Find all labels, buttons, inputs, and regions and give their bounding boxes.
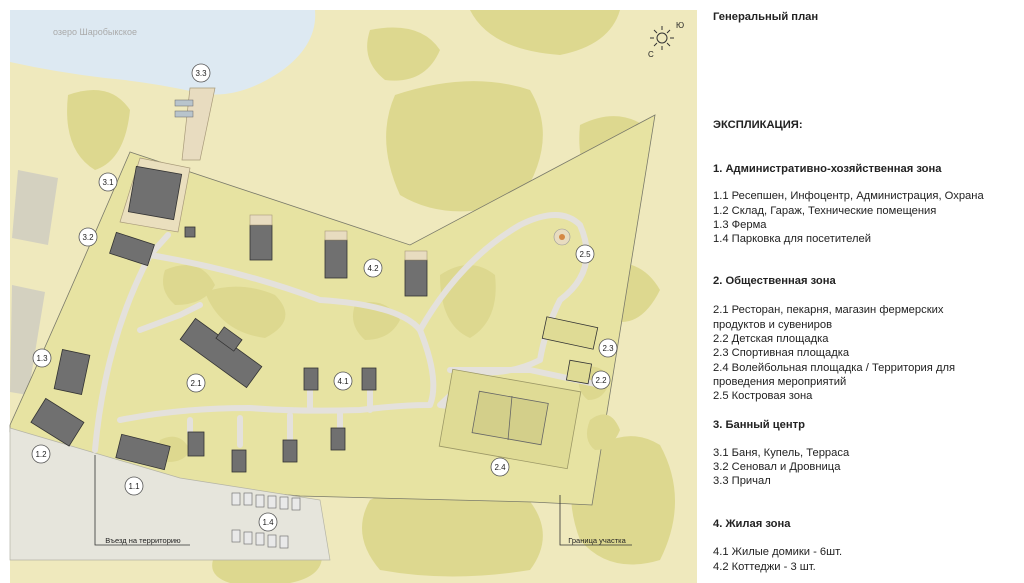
legend-item-1-4: 1.4 Парковка для посетителей xyxy=(713,233,871,245)
legend-item-3-3: 3.3 Причал xyxy=(713,475,771,487)
svg-text:2.4: 2.4 xyxy=(494,463,506,472)
legend-item-1-3: 1.3 Ферма xyxy=(713,219,767,231)
svg-text:1.3: 1.3 xyxy=(36,354,48,363)
legend-panel xyxy=(713,0,1018,583)
svg-text:3.3: 3.3 xyxy=(195,69,207,78)
legend-item-1-1: 1.1 Ресепшен, Инфоцентр, Администрация, Охрана xyxy=(713,190,984,202)
legend-item-2-3: 2.3 Спортивная площадка xyxy=(713,347,850,359)
compass-north: Ю xyxy=(676,21,685,30)
legend-item-2-5: 2.5 Костровая зона xyxy=(713,390,813,402)
section-heading-4: 4. Жилая зона xyxy=(713,518,791,530)
map-marker-3-2 xyxy=(79,228,97,246)
map-marker-3-1 xyxy=(99,173,117,191)
svg-text:4.2: 4.2 xyxy=(367,264,379,273)
entrance-label: Въезд на территорию xyxy=(105,536,181,545)
map-marker-2-5 xyxy=(576,245,594,263)
boundary-label: Граница участка xyxy=(568,536,626,545)
map-marker-1-2 xyxy=(32,445,50,463)
map-marker-2-1 xyxy=(187,374,205,392)
legend-item-2-1-cont: продуктов и сувениров xyxy=(713,319,833,331)
svg-text:4.1: 4.1 xyxy=(337,377,349,386)
legend-item-2-4: 2.4 Волейбольная площадка / Территория для xyxy=(713,362,956,374)
legend-item-1-2: 1.2 Склад, Гараж, Технические помещения xyxy=(713,205,937,217)
legend-item-3-1: 3.1 Баня, Купель, Терраса xyxy=(713,447,850,459)
compass-south: С xyxy=(648,50,654,59)
svg-text:2.2: 2.2 xyxy=(595,376,607,385)
lake-label: озеро Шаробыкское xyxy=(53,27,137,37)
map-marker-4-2 xyxy=(364,259,382,277)
section-heading-1: 1. Административно-хозяйственная зона xyxy=(713,163,942,175)
svg-text:2.5: 2.5 xyxy=(579,250,591,259)
map-marker-2-4 xyxy=(491,458,509,476)
legend-item-2-1: 2.1 Ресторан, пекарня, магазин фермерских xyxy=(713,304,944,316)
explication-heading: ЭКСПЛИКАЦИЯ: xyxy=(713,119,803,131)
svg-text:1.4: 1.4 xyxy=(262,518,274,527)
map-marker-1-4 xyxy=(259,513,277,531)
legend-item-2-4-cont: проведения мероприятий xyxy=(713,376,847,388)
legend-item-3-2: 3.2 Сеновал и Дровница xyxy=(713,461,841,473)
svg-text:2.3: 2.3 xyxy=(602,344,614,353)
legend-item-4-2: 4.2 Коттеджи - 3 шт. xyxy=(713,561,816,573)
legend-item-4-1: 4.1 Жилые домики - 6шт. xyxy=(713,546,843,558)
svg-text:1.1: 1.1 xyxy=(128,482,140,491)
map-marker-1-1 xyxy=(125,477,143,495)
map-marker-1-3 xyxy=(33,349,51,367)
svg-text:2.1: 2.1 xyxy=(190,379,202,388)
legend-item-2-2: 2.2 Детская площадка xyxy=(713,333,829,345)
section-heading-3: 3. Банный центр xyxy=(713,419,805,431)
map-marker-2-3 xyxy=(599,339,617,357)
svg-text:3.1: 3.1 xyxy=(102,178,114,187)
map-marker-3-3 xyxy=(192,64,210,82)
legend-title: Генеральный план xyxy=(713,11,819,23)
svg-text:3.2: 3.2 xyxy=(82,233,94,242)
section-heading-2: 2. Общественная зона xyxy=(713,275,836,287)
svg-text:1.2: 1.2 xyxy=(35,450,47,459)
map-marker-4-1 xyxy=(334,372,352,390)
map-marker-2-2 xyxy=(592,371,610,389)
